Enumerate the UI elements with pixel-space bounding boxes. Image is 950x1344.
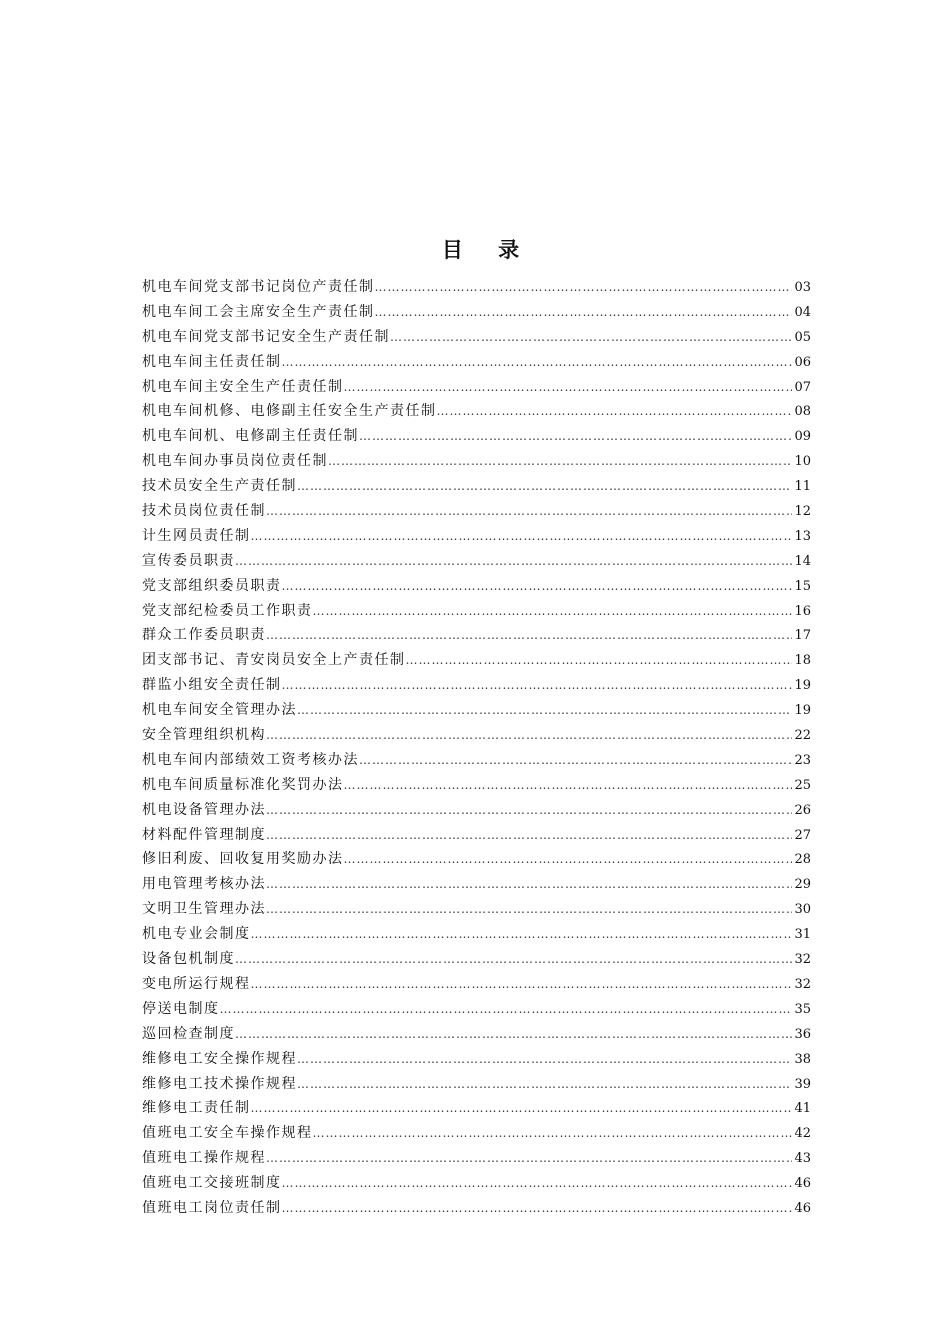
toc-entry-label: 群众工作委员职责 <box>142 627 266 644</box>
toc-entry-page-number: 32 <box>794 976 811 992</box>
toc-dot-leader <box>313 1121 793 1146</box>
toc-entry-page-number: 15 <box>794 578 811 594</box>
toc-dot-leader <box>375 300 793 325</box>
toc-entry[interactable] <box>142 673 811 698</box>
toc-entry-page-number: 27 <box>794 827 811 843</box>
toc-entry-label: 材料配件管理制度 <box>142 826 266 843</box>
toc-entry-label: 机电车间机修、电修副主任安全生产责任制 <box>142 403 437 420</box>
toc-entry-page-number: 41 <box>794 1101 811 1117</box>
toc-dot-leader <box>406 648 793 673</box>
toc-dot-leader <box>390 325 792 350</box>
toc-dot-leader <box>235 549 792 574</box>
toc-entry[interactable] <box>142 1121 811 1146</box>
toc-dot-leader <box>251 922 793 947</box>
toc-entry-page-number: 36 <box>794 1026 811 1042</box>
toc-entry[interactable] <box>142 922 811 947</box>
toc-dot-leader <box>359 424 792 449</box>
toc-dot-leader <box>313 599 793 624</box>
toc-entry-label: 用电管理考核办法 <box>142 876 266 893</box>
toc-entry-page-number: 38 <box>794 1051 811 1067</box>
toc-entry-page-number: 04 <box>794 304 811 320</box>
toc-entry[interactable] <box>142 350 811 375</box>
toc-entry-label: 维修电工安全操作规程 <box>142 1050 297 1067</box>
toc-entry-page-number: 08 <box>794 404 811 420</box>
toc-dot-leader <box>344 375 793 400</box>
toc-entry-page-number: 10 <box>794 454 811 470</box>
toc-entry[interactable] <box>142 599 811 624</box>
toc-entry-page-number: 18 <box>794 653 811 669</box>
toc-entry-page-number: 31 <box>794 927 811 943</box>
toc-dot-leader <box>266 1146 792 1171</box>
toc-entry-page-number: 46 <box>794 1200 811 1216</box>
toc-entry[interactable] <box>142 549 811 574</box>
toc-dot-leader <box>375 275 793 300</box>
toc-entry-page-number: 22 <box>794 728 811 744</box>
toc-entry-label: 巡回检查制度 <box>142 1025 235 1042</box>
toc-dot-leader <box>266 499 792 524</box>
toc-entry-label: 值班电工岗位责任制 <box>142 1199 282 1216</box>
toc-dot-leader <box>266 723 792 748</box>
toc-entry-page-number: 19 <box>794 703 811 719</box>
toc-list <box>142 275 811 1221</box>
toc-entry-page-number: 42 <box>794 1126 811 1142</box>
toc-entry-label: 设备包机制度 <box>142 951 235 968</box>
toc-entry-label: 技术员安全生产责任制 <box>142 478 297 495</box>
toc-entry[interactable] <box>142 524 811 549</box>
toc-entry[interactable] <box>142 947 811 972</box>
toc-entry[interactable] <box>142 474 811 499</box>
toc-dot-leader <box>437 399 793 424</box>
toc-entry-page-number: 26 <box>794 802 811 818</box>
toc-dot-leader <box>251 524 793 549</box>
toc-entry-label: 机电车间安全管理办法 <box>142 702 297 719</box>
toc-entry[interactable] <box>142 847 811 872</box>
toc-entry[interactable] <box>142 1022 811 1047</box>
toc-entry-label: 维修电工责任制 <box>142 1100 251 1117</box>
toc-entry-label: 机电车间机、电修副主任责任制 <box>142 428 359 445</box>
toc-entry-label: 文明卫生管理办法 <box>142 901 266 918</box>
toc-entry[interactable] <box>142 1171 811 1196</box>
toc-entry-label: 机电车间内部绩效工资考核办法 <box>142 751 359 768</box>
toc-entry-label: 机电车间党支部书记安全生产责任制 <box>142 328 390 345</box>
toc-entry-label: 党支部纪检委员工作职责 <box>142 602 313 619</box>
toc-entry-page-number: 29 <box>794 877 811 893</box>
toc-entry-label: 机电车间工会主席安全生产责任制 <box>142 303 375 320</box>
toc-entry-page-number: 39 <box>794 1076 811 1092</box>
toc-entry-label: 安全管理组织机构 <box>142 727 266 744</box>
toc-dot-leader <box>282 1171 793 1196</box>
toc-entry-page-number: 43 <box>794 1151 811 1167</box>
toc-entry[interactable] <box>142 424 811 449</box>
toc-entry-label: 团支部书记、青安岗员安全上产责任制 <box>142 652 406 669</box>
toc-dot-leader <box>266 623 792 648</box>
toc-entry-label: 停送电制度 <box>142 1000 220 1017</box>
toc-entry-page-number: 35 <box>794 1001 811 1017</box>
toc-entry[interactable] <box>142 723 811 748</box>
toc-entry[interactable] <box>142 1196 811 1221</box>
toc-entry-label: 技术员岗位责任制 <box>142 503 266 520</box>
toc-entry[interactable] <box>142 325 811 350</box>
toc-entry[interactable] <box>142 275 811 300</box>
toc-entry-page-number: 03 <box>794 280 811 295</box>
toc-dot-leader <box>235 1022 792 1047</box>
toc-entry-label: 值班电工安全车操作规程 <box>142 1125 313 1142</box>
toc-entry[interactable] <box>142 798 811 823</box>
toc-entry-label: 群监小组安全责任制 <box>142 677 282 694</box>
toc-dot-leader <box>220 997 793 1022</box>
toc-entry-page-number: 12 <box>794 504 811 520</box>
toc-entry[interactable] <box>142 773 811 798</box>
toc-dot-leader <box>266 798 792 823</box>
toc-dot-leader <box>282 673 793 698</box>
toc-dot-leader <box>282 350 793 375</box>
toc-entry-label: 变电所运行规程 <box>142 975 251 992</box>
toc-entry-page-number: 11 <box>794 479 811 495</box>
toc-entry-label: 值班电工操作规程 <box>142 1150 266 1167</box>
toc-dot-leader <box>297 698 792 723</box>
toc-entry-page-number: 13 <box>794 528 811 544</box>
toc-dot-leader <box>266 823 792 848</box>
toc-title: 目 录 <box>441 237 534 262</box>
toc-entry-label: 机电设备管理办法 <box>142 801 266 818</box>
toc-dot-leader <box>251 1096 793 1121</box>
toc-entry-page-number: 06 <box>794 354 811 370</box>
toc-entry[interactable] <box>142 399 811 424</box>
toc-entry[interactable] <box>142 1096 811 1121</box>
toc-entry[interactable] <box>142 623 811 648</box>
toc-dot-leader <box>282 574 793 599</box>
toc-dot-leader <box>282 1196 793 1221</box>
toc-entry[interactable] <box>142 574 811 599</box>
toc-dot-leader <box>251 972 793 997</box>
toc-dot-leader <box>297 1047 792 1072</box>
toc-dot-leader <box>328 449 792 474</box>
toc-entry-label: 机电车间办事员岗位责任制 <box>142 453 328 470</box>
toc-entry-label: 机电车间主任责任制 <box>142 353 282 370</box>
toc-entry-label: 机电车间党支部书记岗位产责任制 <box>142 279 375 295</box>
toc-entry-page-number: 05 <box>794 329 811 345</box>
toc-entry[interactable] <box>142 1072 811 1097</box>
toc-entry[interactable] <box>142 449 811 474</box>
toc-entry-page-number: 30 <box>794 902 811 918</box>
toc-entry-label: 维修电工技术操作规程 <box>142 1075 297 1092</box>
toc-entry[interactable] <box>142 648 811 673</box>
toc-entry[interactable] <box>142 300 811 325</box>
toc-dot-leader <box>297 1072 792 1097</box>
toc-dot-leader <box>266 897 792 922</box>
toc-entry[interactable] <box>142 872 811 897</box>
toc-entry-label: 机电车间质量标准化奖罚办法 <box>142 776 344 793</box>
toc-entry-page-number: 14 <box>794 553 811 569</box>
toc-entry-page-number: 32 <box>794 952 811 968</box>
toc-dot-leader <box>359 748 792 773</box>
toc-entry[interactable] <box>142 698 811 723</box>
toc-entry-page-number: 19 <box>794 678 811 694</box>
toc-dot-leader <box>297 474 792 499</box>
toc-dot-leader <box>344 773 793 798</box>
toc-entry-page-number: 07 <box>794 379 811 395</box>
toc-entry-label: 党支部组织委员职责 <box>142 577 282 594</box>
toc-entry-label: 宣传委员职责 <box>142 552 235 569</box>
toc-entry-label: 机电车间主安全生产任责任制 <box>142 378 344 395</box>
toc-entry[interactable] <box>142 1146 811 1171</box>
toc-entry-page-number: 23 <box>794 752 811 768</box>
toc-entry[interactable] <box>142 499 811 524</box>
toc-entry-label: 机电专业会制度 <box>142 926 251 943</box>
toc-entry-page-number: 25 <box>794 777 811 793</box>
toc-entry-page-number: 17 <box>794 628 811 644</box>
toc-entry[interactable] <box>142 897 811 922</box>
toc-entry-label: 计生网员责任制 <box>142 527 251 544</box>
toc-dot-leader <box>266 872 792 897</box>
toc-entry-label: 修旧利废、回收复用奖励办法 <box>142 851 344 868</box>
toc-dot-leader <box>235 947 792 972</box>
toc-entry[interactable] <box>142 823 811 848</box>
toc-entry[interactable] <box>142 748 811 773</box>
toc-entry-page-number: 16 <box>794 603 811 619</box>
toc-entry-page-number: 46 <box>794 1176 811 1192</box>
toc-dot-leader <box>344 847 793 872</box>
toc-entry[interactable] <box>142 972 811 997</box>
toc-entry-page-number: 28 <box>794 852 811 868</box>
toc-entry[interactable] <box>142 1047 811 1072</box>
toc-entry-page-number: 09 <box>794 429 811 445</box>
toc-entry-label: 值班电工交接班制度 <box>142 1175 282 1192</box>
toc-entry[interactable] <box>142 997 811 1022</box>
toc-entry[interactable] <box>142 375 811 400</box>
